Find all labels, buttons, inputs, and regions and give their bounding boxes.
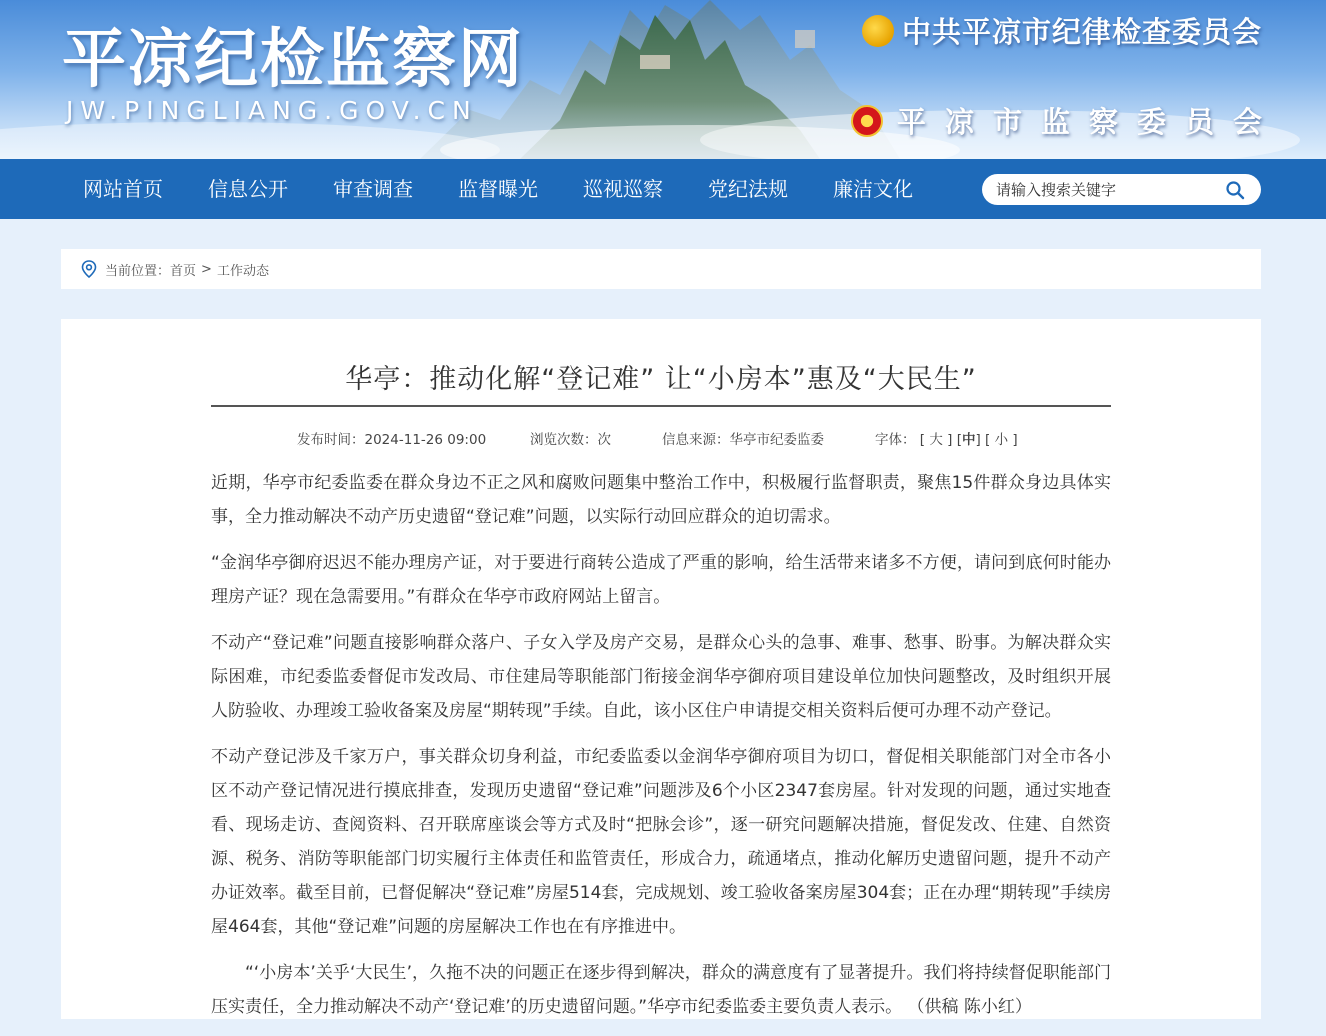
article-paragraph: “金润华亭御府迟迟不能办理房产证，对于要进行商转公造成了严重的影响，给生活带来诸多不方便，请问到底何时能办理房产证？现在急需要用。”有群众在华亭市政府网站上留言。: [211, 553, 1111, 607]
breadcrumb-prefix: 当前位置：: [105, 263, 171, 279]
org-supervision-label: 平凉市监察委员会: [896, 105, 1281, 139]
party-emblem-icon: [862, 15, 894, 47]
nav-item-inspection[interactable]: 巡视巡察: [583, 177, 663, 201]
article-title: 华亭：推动化解“登记难” 让“小房本”惠及“大民生”: [345, 364, 977, 395]
article-paragraph: “‘小房本’关乎‘大民生’，久拖不决的问题正在逐步得到解决，群众的满意度有了显著提升。我们将持续督促职能部门压实责任，全力推动解决不动产‘登记难’的历史遗留问题。”华亭市纪委监委主要负责人表示。 （供稿 陈小红）: [211, 963, 1111, 1017]
font-size-switcher: 字体： [ 大 ] [中] [ 小 ]: [875, 432, 1018, 448]
font-size-label: 字体：: [875, 432, 916, 448]
search-icon[interactable]: [1225, 180, 1245, 200]
nav-item-home[interactable]: 网站首页: [83, 177, 163, 201]
article-paragraph: 不动产“登记难”问题直接影响群众落户、子女入学及房产交易，是群众心头的急事、难事、愁事、盼事。为解决群众实际困难，市纪委监委督促市发改局、市住建局等职能部门衔接金润华亭御府项目建设单位加快问题整改，及时组织开展人防验收、办理竣工验收备案及房屋“期转现”手续。自此，该小区住户申请提交相关资料后便可办理不动产登记。: [211, 633, 1111, 721]
org-supervision-name: [851, 100, 1281, 141]
article-body: [211, 466, 1111, 1036]
nav-item-regulations[interactable]: 党纪法规: [708, 177, 788, 201]
national-emblem-icon: [851, 105, 883, 137]
nav-item-supervision-exposure[interactable]: 监督曝光: [458, 177, 538, 201]
breadcrumb-current-link[interactable]: 工作动态: [216, 263, 269, 279]
article-container: [61, 319, 1261, 1019]
font-size-small-link[interactable]: 小: [994, 432, 1009, 448]
org-party-label: 中共平凉市纪律检查委员会: [901, 15, 1262, 49]
main-nav: [0, 159, 1326, 219]
font-size-medium-link[interactable]: 中: [961, 432, 976, 448]
title-divider: [211, 405, 1111, 407]
font-size-large-link[interactable]: 大: [929, 432, 943, 448]
breadcrumb-home-link[interactable]: 首页: [170, 263, 197, 279]
article-paragraph: 不动产登记涉及千家万户，事关群众切身利益，市纪委监委以金润华亭御府项目为切口，督促相关职能部门对全市各小区不动产登记情况进行摸底排查，发现历史遗留“登记难”问题涉及6个小区2347套房屋。针对发现的问题，通过实地查看、现场走访、查阅资料、召开联席座谈会等方式及时“把脉会诊”，逐一研究问题解决措施，督促发改、住建、自然资源、税务、消防等职能部门切实履行主体责任和监管责任，形成合力，疏通堵点，推动化解历史遗留问题，提升不动产办证效率。截至目前，已督促解决“登记难”房屋514套，完成规划、竣工验收备案房屋304套；正在办理“期转现”手续房屋464套，其他“登记难”问题的房屋解决工作也在有序推进中。: [211, 747, 1111, 937]
org-party-name: [862, 10, 1262, 51]
breadcrumb-separator: >: [201, 261, 212, 277]
nav-item-info-disclosure[interactable]: 信息公开: [208, 177, 288, 201]
location-pin-icon: [81, 260, 97, 278]
site-domain: JW.PINGLIANG.GOV.CN: [66, 96, 478, 125]
site-title: 平凉纪检监察网: [62, 22, 524, 97]
search-input[interactable]: [996, 181, 1216, 199]
article-paragraph: 近期，华亭市纪委监委在群众身边不正之风和腐败问题集中整治工作中，积极履行监督职责，聚焦15件群众身边具体实事，全力推动解决不动产历史遗留“登记难”问题，以实际行动回应群众的迫切需求。: [211, 473, 1111, 527]
search-box: [982, 174, 1261, 205]
site-banner: [0, 0, 1326, 159]
nav-item-integrity-culture[interactable]: 廉洁文化: [833, 177, 913, 201]
info-source: 信息来源：华亭市纪委监委: [662, 432, 824, 448]
view-count: 浏览次数：次: [530, 432, 611, 448]
publish-time: 发布时间：2024-11-26 09:00: [297, 432, 487, 448]
breadcrumb: [61, 249, 1261, 289]
nav-item-investigation[interactable]: 审查调查: [333, 177, 413, 201]
